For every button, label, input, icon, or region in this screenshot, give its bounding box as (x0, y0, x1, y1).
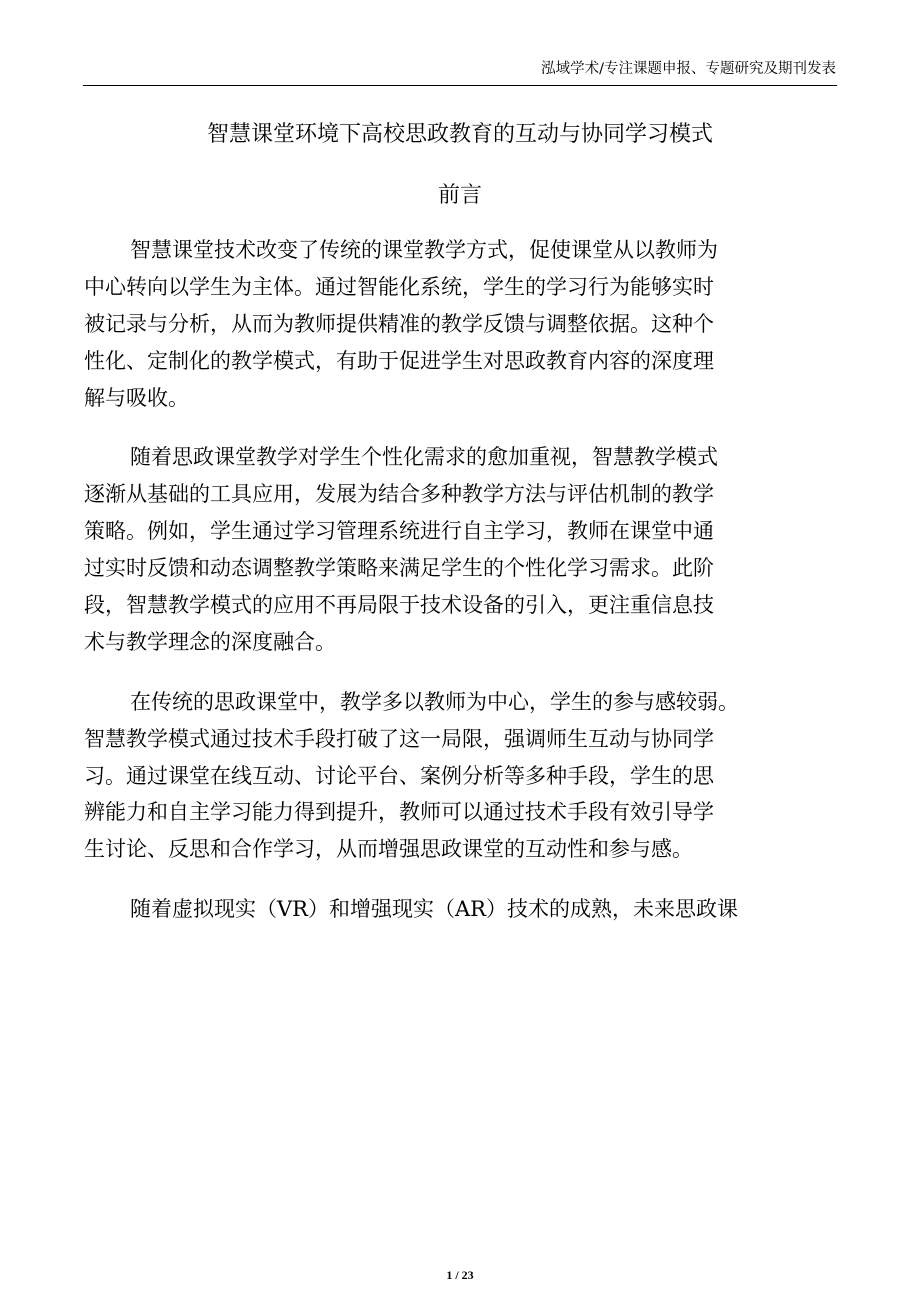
paragraph-line: 策略。例如，学生通过学习管理系统进行自主学习，教师在课堂中通 (84, 519, 714, 544)
section-heading: 前言 (437, 183, 482, 208)
paragraph-line: 智慧教学模式通过技术手段打破了这一局限，强调师生互动与协同学 (84, 726, 714, 751)
header-text: 泓域学术/专注课题申报、专题研究及期刊发表 (541, 61, 836, 77)
paragraph-line: 习。通过课堂在线互动、讨论平台、案例分析等多种手段，学生的思 (84, 763, 714, 788)
paragraph-line: 中心转向以学生为主体。通过智能化系统，学生的学习行为能够实时 (84, 274, 714, 299)
paragraph-line: 被记录与分析，从而为教师提供精准的教学反馈与调整依据。这种个 (84, 311, 714, 336)
paragraph-line: 解与吸收。 (84, 385, 189, 410)
document-title: 智慧课堂环境下高校思政教育的互动与协同学习模式 (206, 122, 713, 147)
paragraph-line: 随着思政课堂教学对学生个性化需求的愈加重视，智慧教学模式 (130, 445, 718, 470)
paragraph-line: 在传统的思政课堂中，教学多以教师为中心，学生的参与感较弱。 (130, 689, 739, 714)
paragraph-line: 辨能力和自主学习能力得到提升，教师可以通过技术手段有效引导学 (84, 800, 714, 825)
paragraph-line: 智慧课堂技术改变了传统的课堂教学方式，促使课堂从以教师为 (130, 238, 718, 262)
paragraph-4 (84, 891, 836, 928)
paragraph-1 (84, 232, 836, 416)
paragraph-line: 逐渐从基础的工具应用，发展为结合多种教学方法与评估机制的教学 (84, 482, 714, 507)
paragraph-line: 随着虚拟现实（VR）和增强现实（AR）技术的成熟，未来思政课 (130, 897, 738, 922)
paragraph-line: 生讨论、反思和合作学习，从而增强思政课堂的互动性和参与感。 (84, 837, 693, 862)
header-divider (83, 85, 837, 86)
paragraph-line: 段，智慧教学模式的应用不再局限于技术设备的引入，更注重信息技 (84, 593, 714, 618)
document-body (84, 232, 836, 951)
page-number: 1 / 23 (446, 1268, 474, 1282)
paragraph-3 (84, 684, 836, 868)
paragraph-line: 过实时反馈和动态调整教学策略来满足学生的个性化学习需求。此阶 (84, 556, 714, 581)
paragraph-2 (84, 439, 836, 660)
paragraph-line: 术与教学理念的深度融合。 (84, 629, 336, 654)
paragraph-line: 性化、定制化的教学模式，有助于促进学生对思政教育内容的深度理 (84, 348, 714, 373)
